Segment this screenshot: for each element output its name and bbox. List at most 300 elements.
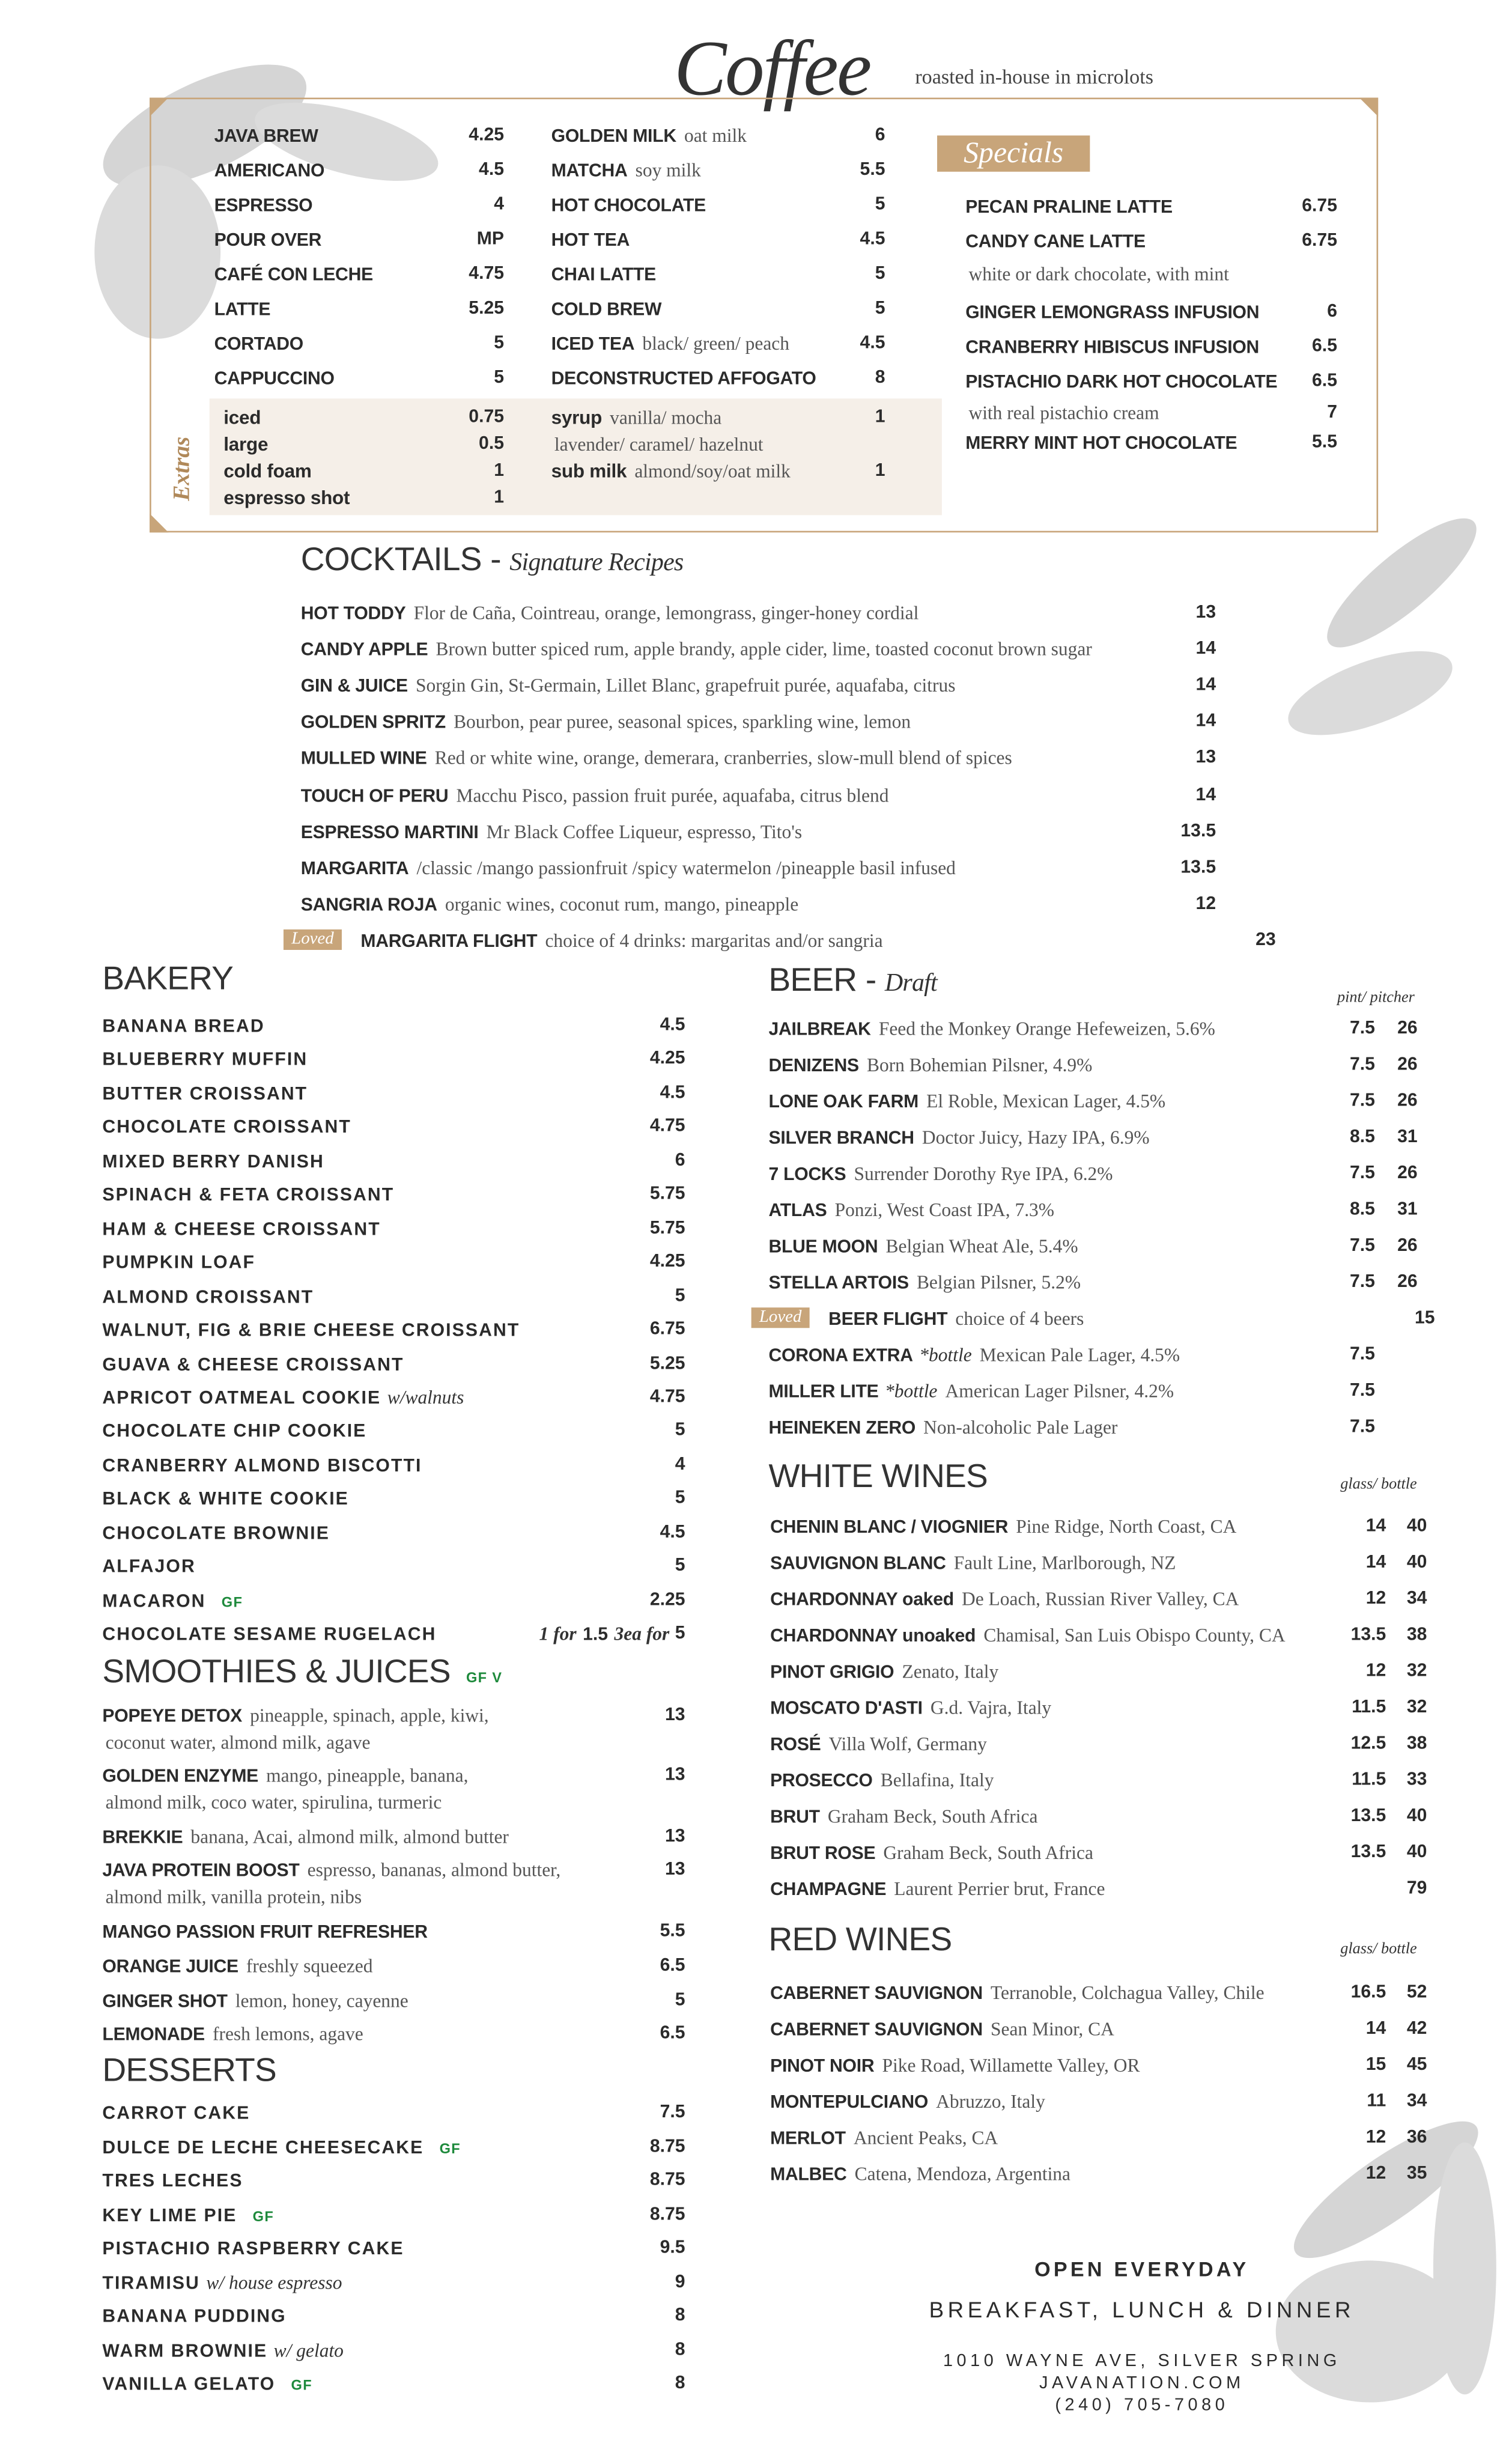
dessert-item: [102, 2235, 685, 2260]
item-name: syrup: [551, 406, 603, 429]
smoothies-title: SMOOTHIES & JUICES: [102, 1653, 451, 1691]
item-note: w/ gelato: [273, 2338, 344, 2361]
item-price: 14: [1195, 639, 1216, 659]
item-price: 7: [1327, 403, 1337, 422]
item-price: 5: [875, 264, 885, 284]
beer-item: [768, 1342, 1417, 1367]
item-name: PUMPKIN LOAF: [102, 1254, 256, 1273]
item-price: 4.5: [479, 160, 505, 180]
item-price: 9.5: [660, 2238, 685, 2258]
item-name: SPINACH & FETA CROISSANT: [102, 1186, 395, 1206]
item-description: Belgian Pilsner, 5.2%: [916, 1271, 1081, 1294]
item-name: PINOT GRIGIO: [770, 1663, 894, 1683]
item-price: 8: [675, 2340, 685, 2359]
item-name: WALNUT, FIG & BRIE CHEESE CROISSANT: [102, 1321, 520, 1341]
open-everyday: OPEN EVERYDAY: [1034, 2257, 1249, 2281]
item-price: 13: [664, 1706, 685, 1725]
item-price-secondary: 26: [1397, 1164, 1418, 1184]
item-description: espresso, bananas, almond butter,: [307, 1858, 561, 1881]
red-wine-item: [770, 2016, 1427, 2042]
item-name: GOLDEN SPRITZ: [300, 714, 446, 733]
item-name: sub milk: [551, 460, 627, 482]
item-description: Zenato, Italy: [902, 1660, 999, 1683]
item-price-secondary: 79: [1406, 1879, 1427, 1899]
item-price: 0.75: [469, 408, 505, 427]
corner-ornament: [150, 514, 168, 532]
item-price-secondary: 33: [1406, 1771, 1427, 1790]
item-price: 7.5: [1349, 1237, 1375, 1256]
item-price-secondary: 31: [1397, 1200, 1418, 1220]
item-description: Surrender Dorothy Rye IPA, 6.2%: [854, 1162, 1113, 1185]
item-price: 5.75: [649, 1185, 685, 1204]
item-name: KEY LIME PIE: [102, 2206, 237, 2225]
item-description: choice of 4 drinks: margaritas and/or sangria: [545, 929, 883, 952]
item-name: GINGER SHOT: [102, 1992, 228, 2012]
item-price: 4.5: [660, 1083, 685, 1103]
item-description: Villa Wolf, Germany: [828, 1733, 987, 1755]
bakery-item: [102, 1351, 685, 1376]
item-price: 4.25: [649, 1252, 685, 1272]
item-name: CANDY CANE LATTE: [965, 233, 1146, 252]
bakery-item: [102, 1384, 685, 1410]
item-price-secondary: 38: [1406, 1734, 1427, 1754]
item-price: 13.5: [1350, 1843, 1386, 1863]
white-wine-item: [770, 1623, 1427, 1648]
item-name: GOLDEN MILK: [551, 127, 676, 147]
item-price-secondary: 26: [1397, 1273, 1418, 1292]
dessert-item: [102, 2134, 685, 2159]
item-price: 12: [1365, 2164, 1386, 2183]
item-price: 11.5: [1352, 1771, 1386, 1790]
cocktail-item: [301, 855, 1216, 880]
white-wine-item: [770, 1659, 1427, 1684]
item-price: 4.5: [660, 1523, 685, 1542]
corner-ornament: [150, 98, 168, 117]
gluten-free-tag: GF: [221, 1593, 243, 1610]
item-note: w/walnuts: [387, 1386, 464, 1408]
item-price: 6.5: [660, 2024, 685, 2043]
item-price: 7.5: [1349, 1164, 1375, 1184]
item-price: 7.5: [1349, 1091, 1375, 1111]
item-price: MP: [476, 230, 505, 249]
item-description: lavender/ caramel/ hazelnut: [554, 433, 764, 455]
item-name: APRICOT OATMEAL COOKIE: [102, 1389, 381, 1408]
item-price: 5: [675, 1421, 685, 1441]
white-wines-heading: WHITE WINES: [768, 1458, 988, 1495]
item-price: 6.5: [660, 1956, 685, 1976]
item-name: LONE OAK FARM: [768, 1093, 919, 1113]
item-price: 13.5: [1350, 1625, 1386, 1645]
item-price: 8.5: [1349, 1128, 1375, 1147]
item-name: CAPPUCCINO: [214, 370, 335, 389]
smoothie-item: [102, 1763, 685, 1788]
item-name: BLACK & WHITE COOKIE: [102, 1491, 349, 1510]
item-name: COLD BREW: [551, 300, 662, 320]
item-name: CANDY APPLE: [300, 641, 428, 660]
item-name: TRES LECHES: [102, 2172, 243, 2192]
item-name: CHARDONNAY unoaked: [770, 1627, 976, 1646]
item-price: 8: [875, 368, 885, 388]
white-wine-item: [770, 1804, 1427, 1829]
cocktail-item: [301, 746, 1216, 771]
item-description: /classic /mango passionfruit /spicy watermelon /pineapple basil infused: [416, 856, 956, 879]
beer-item: [768, 1161, 1417, 1186]
item-description: Sorgin Gin, St-Germain, Lillet Blanc, grapefruit purée, aquafaba, citrus: [415, 674, 956, 697]
item-name: ATLAS: [768, 1202, 827, 1221]
item-price: 6.75: [1302, 196, 1337, 216]
item-name: GOLDEN ENZYME: [102, 1767, 259, 1787]
item-name: BRUT: [770, 1808, 820, 1828]
beer-title: BEER: [768, 962, 857, 999]
item-description: Abruzzo, Italy: [936, 2090, 1045, 2113]
item-description: Pike Road, Willamette Valley, OR: [882, 2054, 1140, 2076]
beer-item: [768, 1197, 1417, 1223]
item-price: 14: [1365, 1553, 1386, 1572]
item-name: HOT TODDY: [300, 604, 406, 624]
item-name: HEINEKEN ZERO: [768, 1419, 916, 1438]
item-name: CRANBERRY ALMOND BISCOTTI: [102, 1456, 422, 1476]
item-price: 12: [1365, 1662, 1386, 1681]
white-wine-item: [770, 1550, 1427, 1575]
dessert-item: [102, 2371, 685, 2396]
item-price-secondary: 32: [1406, 1698, 1427, 1717]
item-description: choice of 4 beers: [955, 1307, 1084, 1330]
item-price: 4.75: [649, 1117, 685, 1137]
item-name: ORANGE JUICE: [102, 1958, 238, 1977]
item-price: 14: [1365, 2019, 1386, 2039]
multi-price: [533, 1621, 669, 1648]
item-price: 8.75: [649, 2170, 685, 2190]
item-note: *bottle: [885, 1380, 938, 1402]
cocktails-title: COCKTAILS: [300, 541, 482, 579]
item-name: BANANA BREAD: [102, 1017, 265, 1037]
item-name: AMERICANO: [214, 162, 325, 181]
gluten-free-tag: GF: [291, 2377, 312, 2393]
item-description: soy milk: [635, 159, 701, 181]
bakery-item: [102, 1317, 685, 1342]
smoothie-item: [102, 1857, 685, 1882]
item-name: POUR OVER: [214, 231, 322, 251]
smoothie-item: [102, 1884, 685, 1909]
item-name: HAM & CHEESE CROISSANT: [102, 1220, 381, 1240]
bakery-item: [102, 1283, 685, 1309]
item-price: 9: [675, 2272, 685, 2292]
bakery-item: [102, 1115, 685, 1140]
item-description: fresh lemons, agave: [212, 2022, 363, 2045]
item-name: GUAVA & CHEESE CROISSANT: [102, 1355, 404, 1375]
item-price: 8.5: [1349, 1200, 1375, 1220]
item-name: JAVA BREW: [214, 127, 318, 147]
website-link[interactable]: JAVANATION.COM: [1039, 2374, 1245, 2393]
item-price: 7.5: [1349, 1055, 1375, 1075]
red-wines-column-header: glass/ bottle: [1340, 1941, 1417, 1959]
item-description: Sean Minor, CA: [991, 2018, 1114, 2040]
item-price: 7.5: [1349, 1345, 1375, 1364]
item-description: Pine Ridge, North Coast, CA: [1016, 1515, 1237, 1538]
item-description: Ancient Peaks, CA: [853, 2126, 998, 2149]
item-description: Laurent Perrier brut, France: [894, 1878, 1105, 1900]
item-name: CORTADO: [214, 335, 303, 354]
item-description: G.d. Vajra, Italy: [930, 1696, 1052, 1719]
item-price: 5: [494, 333, 505, 353]
item-name: CHOCOLATE SESAME RUGELACH: [102, 1626, 437, 1645]
item-price: 4.5: [860, 230, 885, 249]
item-price: 12.5: [1350, 1734, 1386, 1754]
item-price: 5.5: [1312, 433, 1337, 452]
item-name: CAFÉ CON LECHE: [214, 266, 373, 285]
item-note: *bottle: [919, 1343, 972, 1366]
item-name: HOT TEA: [551, 231, 630, 251]
cocktail-item: [301, 891, 1216, 916]
item-name: ALFAJOR: [102, 1558, 196, 1578]
item-price: 15: [1414, 1309, 1435, 1328]
item-name: PINOT NOIR: [770, 2057, 875, 2076]
item-description: El Roble, Mexican Lager, 4.5%: [926, 1090, 1166, 1113]
gluten-free-tag: GF: [439, 2140, 461, 2156]
item-description: Macchu Pisco, passion fruit purée, aquafaba, citrus blend: [456, 783, 889, 806]
item-price: 5: [675, 1489, 685, 1508]
item-price: 5.5: [660, 1921, 685, 1941]
red-wine-item: [770, 1980, 1427, 2006]
item-name: CHOCOLATE CHIP COOKIE: [102, 1423, 367, 1443]
item-price: 8: [675, 2306, 685, 2325]
red-wines-heading: RED WINES: [768, 1921, 952, 1959]
item-name: 7 LOCKS: [768, 1166, 846, 1185]
item-price-secondary: 26: [1397, 1091, 1418, 1111]
item-description: pineapple, spinach, apple, kiwi,: [250, 1704, 489, 1727]
cocktail-item: [301, 636, 1216, 662]
item-name: SILVER BRANCH: [768, 1129, 914, 1149]
bakery-item: [102, 1148, 685, 1173]
item-name: CABERNET SAUVIGNON: [770, 1985, 983, 2004]
price-note: 1 for: [539, 1622, 577, 1645]
gluten-free-tag: GF: [252, 2207, 275, 2224]
specials-label: Specials: [937, 135, 1090, 171]
smoothie-item: [102, 1703, 685, 1728]
item-name: CHOCOLATE BROWNIE: [102, 1524, 330, 1544]
smoothie-item: [102, 1730, 685, 1755]
item-price: 6: [875, 126, 885, 145]
item-name: cold foam: [223, 460, 312, 482]
item-price: 8.75: [649, 2137, 685, 2156]
item-price: 5: [675, 1624, 685, 1643]
item-price: 4: [675, 1455, 685, 1474]
item-price: 7.5: [1349, 1019, 1375, 1038]
item-name: MALBEC: [770, 2166, 847, 2185]
corner-ornament: [1359, 98, 1378, 117]
item-price: 5.5: [860, 160, 885, 180]
item-name: CHARDONNAY oaked: [770, 1591, 954, 1610]
address: 1010 WAYNE AVE, SILVER SPRING: [943, 2352, 1341, 2371]
item-name: MOSCATO D'ASTI: [770, 1700, 923, 1719]
item-price-secondary: 26: [1397, 1019, 1418, 1038]
item-name: MONTEPULCIANO: [770, 2093, 929, 2113]
item-price-secondary: 40: [1406, 1843, 1427, 1863]
item-name: DENIZENS: [768, 1057, 859, 1076]
item-name: JAILBREAK: [768, 1020, 871, 1040]
item-price-secondary: 40: [1406, 1553, 1427, 1572]
item-description: Non-alcoholic Pale Lager: [923, 1416, 1118, 1438]
coffee-title: Coffee: [674, 23, 870, 112]
item-description: almond/soy/oat milk: [634, 460, 791, 482]
smoothie-item: [102, 1824, 685, 1849]
item-name: DULCE DE LECHE CHEESECAKE: [102, 2138, 424, 2158]
item-name: BREKKIE: [102, 1829, 183, 1848]
dessert-item: [102, 2100, 685, 2125]
item-price: 12: [1195, 894, 1216, 914]
item-description: banana, Acai, almond milk, almond butter: [190, 1825, 509, 1848]
item-name: ROSÉ: [770, 1736, 821, 1755]
bakery-item: [102, 1486, 685, 1511]
item-price-secondary: 42: [1406, 2019, 1427, 2039]
item-price: 4.75: [649, 1387, 685, 1407]
item-price-secondary: 31: [1397, 1128, 1418, 1147]
item-price: 11: [1367, 2091, 1386, 2111]
dessert-item: [102, 2303, 685, 2328]
item-price-secondary: 32: [1406, 1662, 1427, 1681]
cocktail-item: [301, 782, 1216, 808]
item-name: STELLA ARTOIS: [768, 1274, 909, 1294]
item-price: 12: [1365, 1589, 1386, 1608]
white-wines-column-header: glass/ bottle: [1340, 1476, 1417, 1494]
item-price: 6.5: [1312, 371, 1337, 391]
item-description: Born Bohemian Pilsner, 4.9%: [866, 1054, 1093, 1076]
item-price: 13: [664, 1860, 685, 1879]
item-price: 13: [1195, 749, 1216, 768]
item-name: GIN & JUICE: [300, 677, 408, 697]
item-price: 4.5: [860, 333, 885, 353]
item-name: TIRAMISU: [102, 2274, 200, 2293]
beer-item: [768, 1016, 1417, 1041]
item-price: 7.5: [660, 2103, 685, 2122]
item-name: ALMOND CROISSANT: [102, 1288, 314, 1307]
item-price-secondary: 45: [1406, 2055, 1427, 2075]
item-name: BLUE MOON: [768, 1238, 878, 1258]
item-description: Ponzi, West Coast IPA, 7.3%: [834, 1199, 1055, 1221]
item-price: 5: [875, 299, 885, 318]
item-price: 5.25: [649, 1354, 685, 1373]
item-name: BUTTER CROISSANT: [102, 1085, 308, 1104]
bakery-item: [102, 1080, 685, 1106]
smoothies-diet-tag: GF V: [466, 1670, 503, 1686]
item-price: 12: [1365, 2128, 1386, 2147]
dessert-item: [102, 2269, 685, 2295]
item-price: 0.5: [479, 434, 505, 454]
item-name: BRUT ROSE: [770, 1845, 876, 1864]
item-name: GINGER LEMONGRASS INFUSION: [965, 304, 1260, 323]
beer-item: [768, 1414, 1417, 1440]
item-description: Catena, Mendoza, Argentina: [854, 2162, 1071, 2185]
item-name: large: [223, 433, 269, 455]
item-name: PISTACHIO DARK HOT CHOCOLATE: [965, 373, 1278, 392]
bakery-item: [102, 1250, 685, 1275]
bakery-item: [102, 1419, 685, 1444]
loved-badge: Loved: [751, 1307, 810, 1328]
item-price: 4.75: [469, 264, 505, 284]
item-name: MERLOT: [770, 2129, 846, 2149]
item-name: BLUEBERRY MUFFIN: [102, 1051, 308, 1071]
item-description: Bourbon, pear puree, seasonal spices, sparkling wine, lemon: [454, 711, 911, 733]
item-price-secondary: 26: [1397, 1055, 1418, 1075]
item-description: Flor de Caña, Cointreau, orange, lemongrass, ginger-honey cordial: [413, 601, 919, 624]
red-wine-item: [770, 2052, 1427, 2078]
item-price: 5: [675, 1286, 685, 1306]
white-wine-item: [770, 1695, 1427, 1720]
item-price: 8: [675, 2374, 685, 2393]
beer-item: [768, 1052, 1417, 1077]
smoothie-item: [102, 1988, 685, 2013]
cocktail-item: [301, 818, 1216, 844]
item-description: American Lager Pilsner, 4.2%: [945, 1380, 1174, 1402]
item-name: ICED TEA: [551, 335, 635, 354]
dessert-item: [102, 2337, 685, 2362]
item-name: CHAI LATTE: [551, 266, 657, 285]
item-name: ESPRESSO MARTINI: [300, 823, 479, 842]
item-name: TOUCH OF PERU: [300, 786, 449, 806]
beer-item: [768, 1270, 1417, 1295]
item-price: 5.75: [649, 1218, 685, 1238]
loved-badge: Loved: [284, 929, 342, 950]
item-name: espresso shot: [223, 487, 350, 509]
item-description: black/ green/ peach: [642, 332, 789, 354]
smoothie-item: [102, 2021, 685, 2046]
item-name: CHENIN BLANC / VIOGNIER: [770, 1518, 1009, 1538]
smoothie-item: [102, 1789, 685, 1815]
cocktail-item: [301, 673, 1216, 698]
extras-panel: [210, 398, 942, 515]
white-wine-item: [770, 1514, 1427, 1539]
item-price: 14: [1195, 676, 1216, 695]
beer-item: [759, 1306, 1477, 1331]
item-price-secondary: 38: [1406, 1625, 1427, 1645]
item-description: almond milk, vanilla protein, nibs: [105, 1885, 362, 1908]
bakery-item: [102, 1587, 685, 1613]
item-price: 5: [675, 1556, 685, 1576]
item-note: w/ house espresso: [206, 2271, 342, 2293]
item-price-secondary: 40: [1406, 1807, 1427, 1826]
desserts-heading: DESSERTS: [102, 2052, 276, 2089]
cocktail-item: [301, 710, 1216, 735]
item-price: 7.5: [1349, 1417, 1375, 1437]
item-price-secondary: 34: [1406, 2091, 1427, 2111]
item-description: white or dark chocolate, with mint: [968, 263, 1229, 285]
beer-heading: BEER - Draft: [768, 962, 937, 999]
item-description: vanilla/ mocha: [610, 406, 722, 429]
item-description: Terranoble, Colchagua Valley, Chile: [991, 1982, 1265, 2004]
item-price: 7.5: [1349, 1381, 1375, 1401]
dessert-item: [102, 2201, 685, 2227]
item-price: 2.25: [649, 1590, 685, 1610]
item-price: 13: [664, 1766, 685, 1785]
item-description: Doctor Juicy, Hazy IPA, 6.9%: [921, 1126, 1150, 1149]
item-price: 15: [1365, 2055, 1386, 2075]
item-description: lemon, honey, cayenne: [235, 1989, 408, 2012]
item-name: CABERNET SAUVIGNON: [770, 2021, 983, 2040]
bakery-item: [102, 1047, 685, 1072]
item-name: MARGARITA: [300, 859, 409, 879]
bakery-item: [102, 1554, 685, 1579]
item-price: 13.5: [1180, 821, 1216, 841]
item-price: 14: [1195, 712, 1216, 732]
item-price: 14: [1365, 1516, 1386, 1536]
item-description: Mexican Pale Lager, 4.5%: [979, 1343, 1180, 1366]
item-price: 6.75: [649, 1320, 685, 1339]
item-name: HOT CHOCOLATE: [551, 196, 706, 216]
phone-number[interactable]: (240) 705-7080: [1055, 2396, 1229, 2415]
item-name: MILLER LITE: [768, 1383, 879, 1402]
item-price: 13.5: [1180, 858, 1216, 877]
beer-item: [768, 1234, 1417, 1259]
